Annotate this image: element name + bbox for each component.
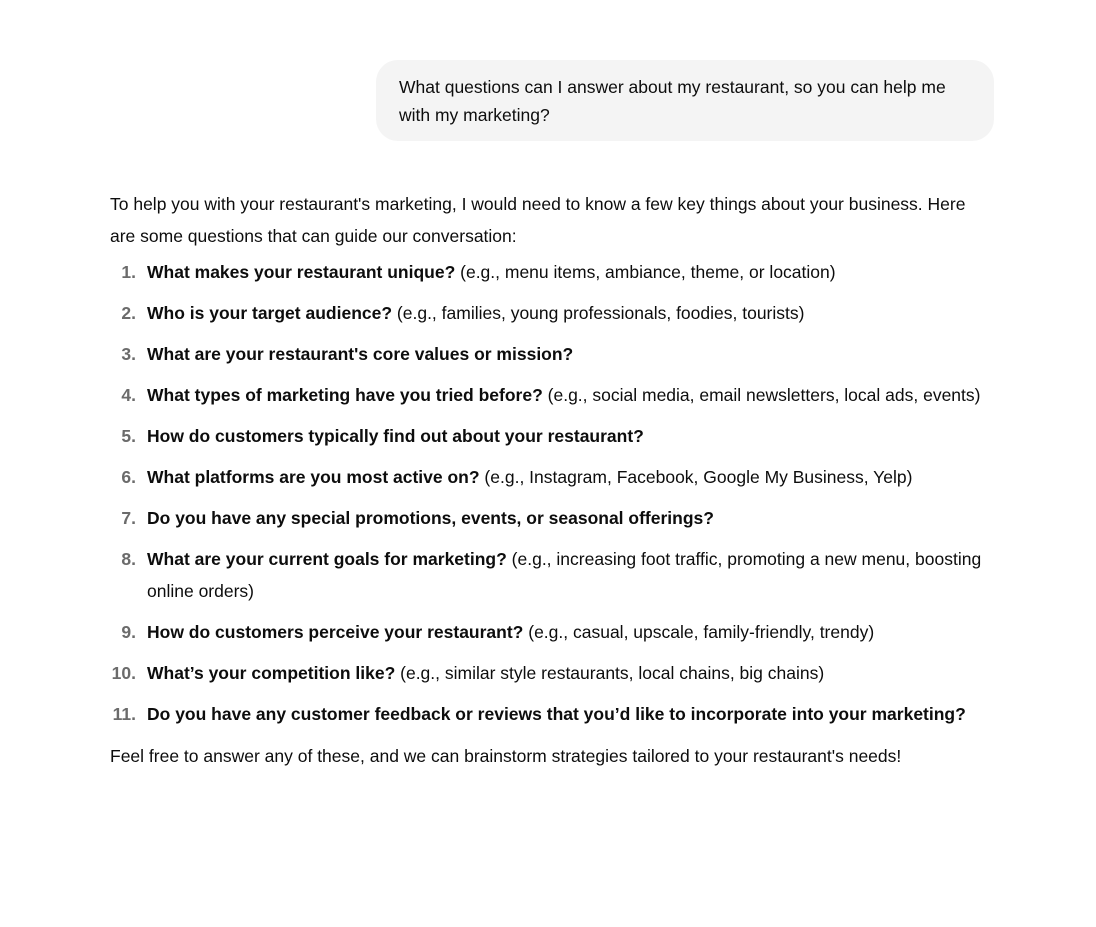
question-detail: (e.g., menu items, ambiance, theme, or location): [455, 262, 836, 282]
question-list: [110, 256, 995, 730]
list-item-number: 6.: [121, 467, 136, 487]
list-item-number: 4.: [121, 385, 136, 405]
question-bold: What platforms are you most active on?: [147, 467, 480, 487]
list-item: [110, 338, 995, 370]
list-item-number: 5.: [121, 426, 136, 446]
assistant-intro: [110, 188, 995, 252]
list-item-number: 8.: [121, 549, 136, 569]
list-item: [110, 698, 995, 730]
list-item: [110, 461, 995, 493]
question-bold: Do you have any special promotions, events, or seasonal offerings?: [147, 508, 714, 528]
user-message-bubble: What questions can I answer about my restaurant, so you can help me with my marketing?: [376, 60, 994, 141]
question-bold: What types of marketing have you tried before?: [147, 385, 543, 405]
question-detail: (e.g., increasing foot traffic, promoting a new menu, boosting online orders): [147, 549, 982, 601]
list-item: [110, 379, 995, 411]
question-detail: (e.g., Instagram, Facebook, Google My Business, Yelp): [479, 467, 913, 487]
user-message-row: [376, 60, 994, 141]
list-item-number: 2.: [121, 303, 136, 323]
list-item-number: 1.: [121, 262, 136, 282]
question-bold: What makes your restaurant unique?: [147, 262, 456, 282]
list-item: [110, 657, 995, 689]
question-bold: How do customers perceive your restaurant?: [147, 622, 524, 642]
list-item-number: 3.: [121, 344, 136, 364]
list-item-number: 11.: [112, 704, 136, 724]
question-bold: What are your current goals for marketing?: [147, 549, 507, 569]
outro-text: Feel free to answer any of these, and we can brainstorm strategies tailored to your restaurant's needs!: [110, 746, 902, 766]
question-bold: How do customers typically find out about your restaurant?: [147, 426, 644, 446]
question-detail: (e.g., social media, email newsletters, local ads, events): [542, 385, 981, 405]
question-detail: (e.g., similar style restaurants, local chains, big chains): [395, 663, 825, 683]
assistant-message: [110, 188, 995, 772]
list-item: [110, 543, 995, 607]
list-item: [110, 616, 995, 648]
list-item: [110, 297, 995, 329]
list-item-number: 7.: [121, 508, 136, 528]
list-item-number: 9.: [121, 622, 136, 642]
question-bold: Do you have any customer feedback or reviews that you’d like to incorporate into your marketing?: [147, 704, 966, 724]
question-detail: (e.g., families, young professionals, foodies, tourists): [392, 303, 805, 323]
list-item: [110, 502, 995, 534]
question-detail: (e.g., casual, upscale, family-friendly, trendy): [523, 622, 875, 642]
list-item: [110, 256, 995, 288]
question-bold: What’s your competition like?: [147, 663, 396, 683]
list-item-number: 10.: [111, 663, 136, 683]
list-item: [110, 420, 995, 452]
question-bold: What are your restaurant's core values or mission?: [147, 344, 574, 364]
intro-text: To help you with your restaurant's marketing, I would need to know a few key things about your business. Here are some questions that can guide our conversation:: [110, 194, 966, 246]
question-bold: Who is your target audience?: [147, 303, 393, 323]
